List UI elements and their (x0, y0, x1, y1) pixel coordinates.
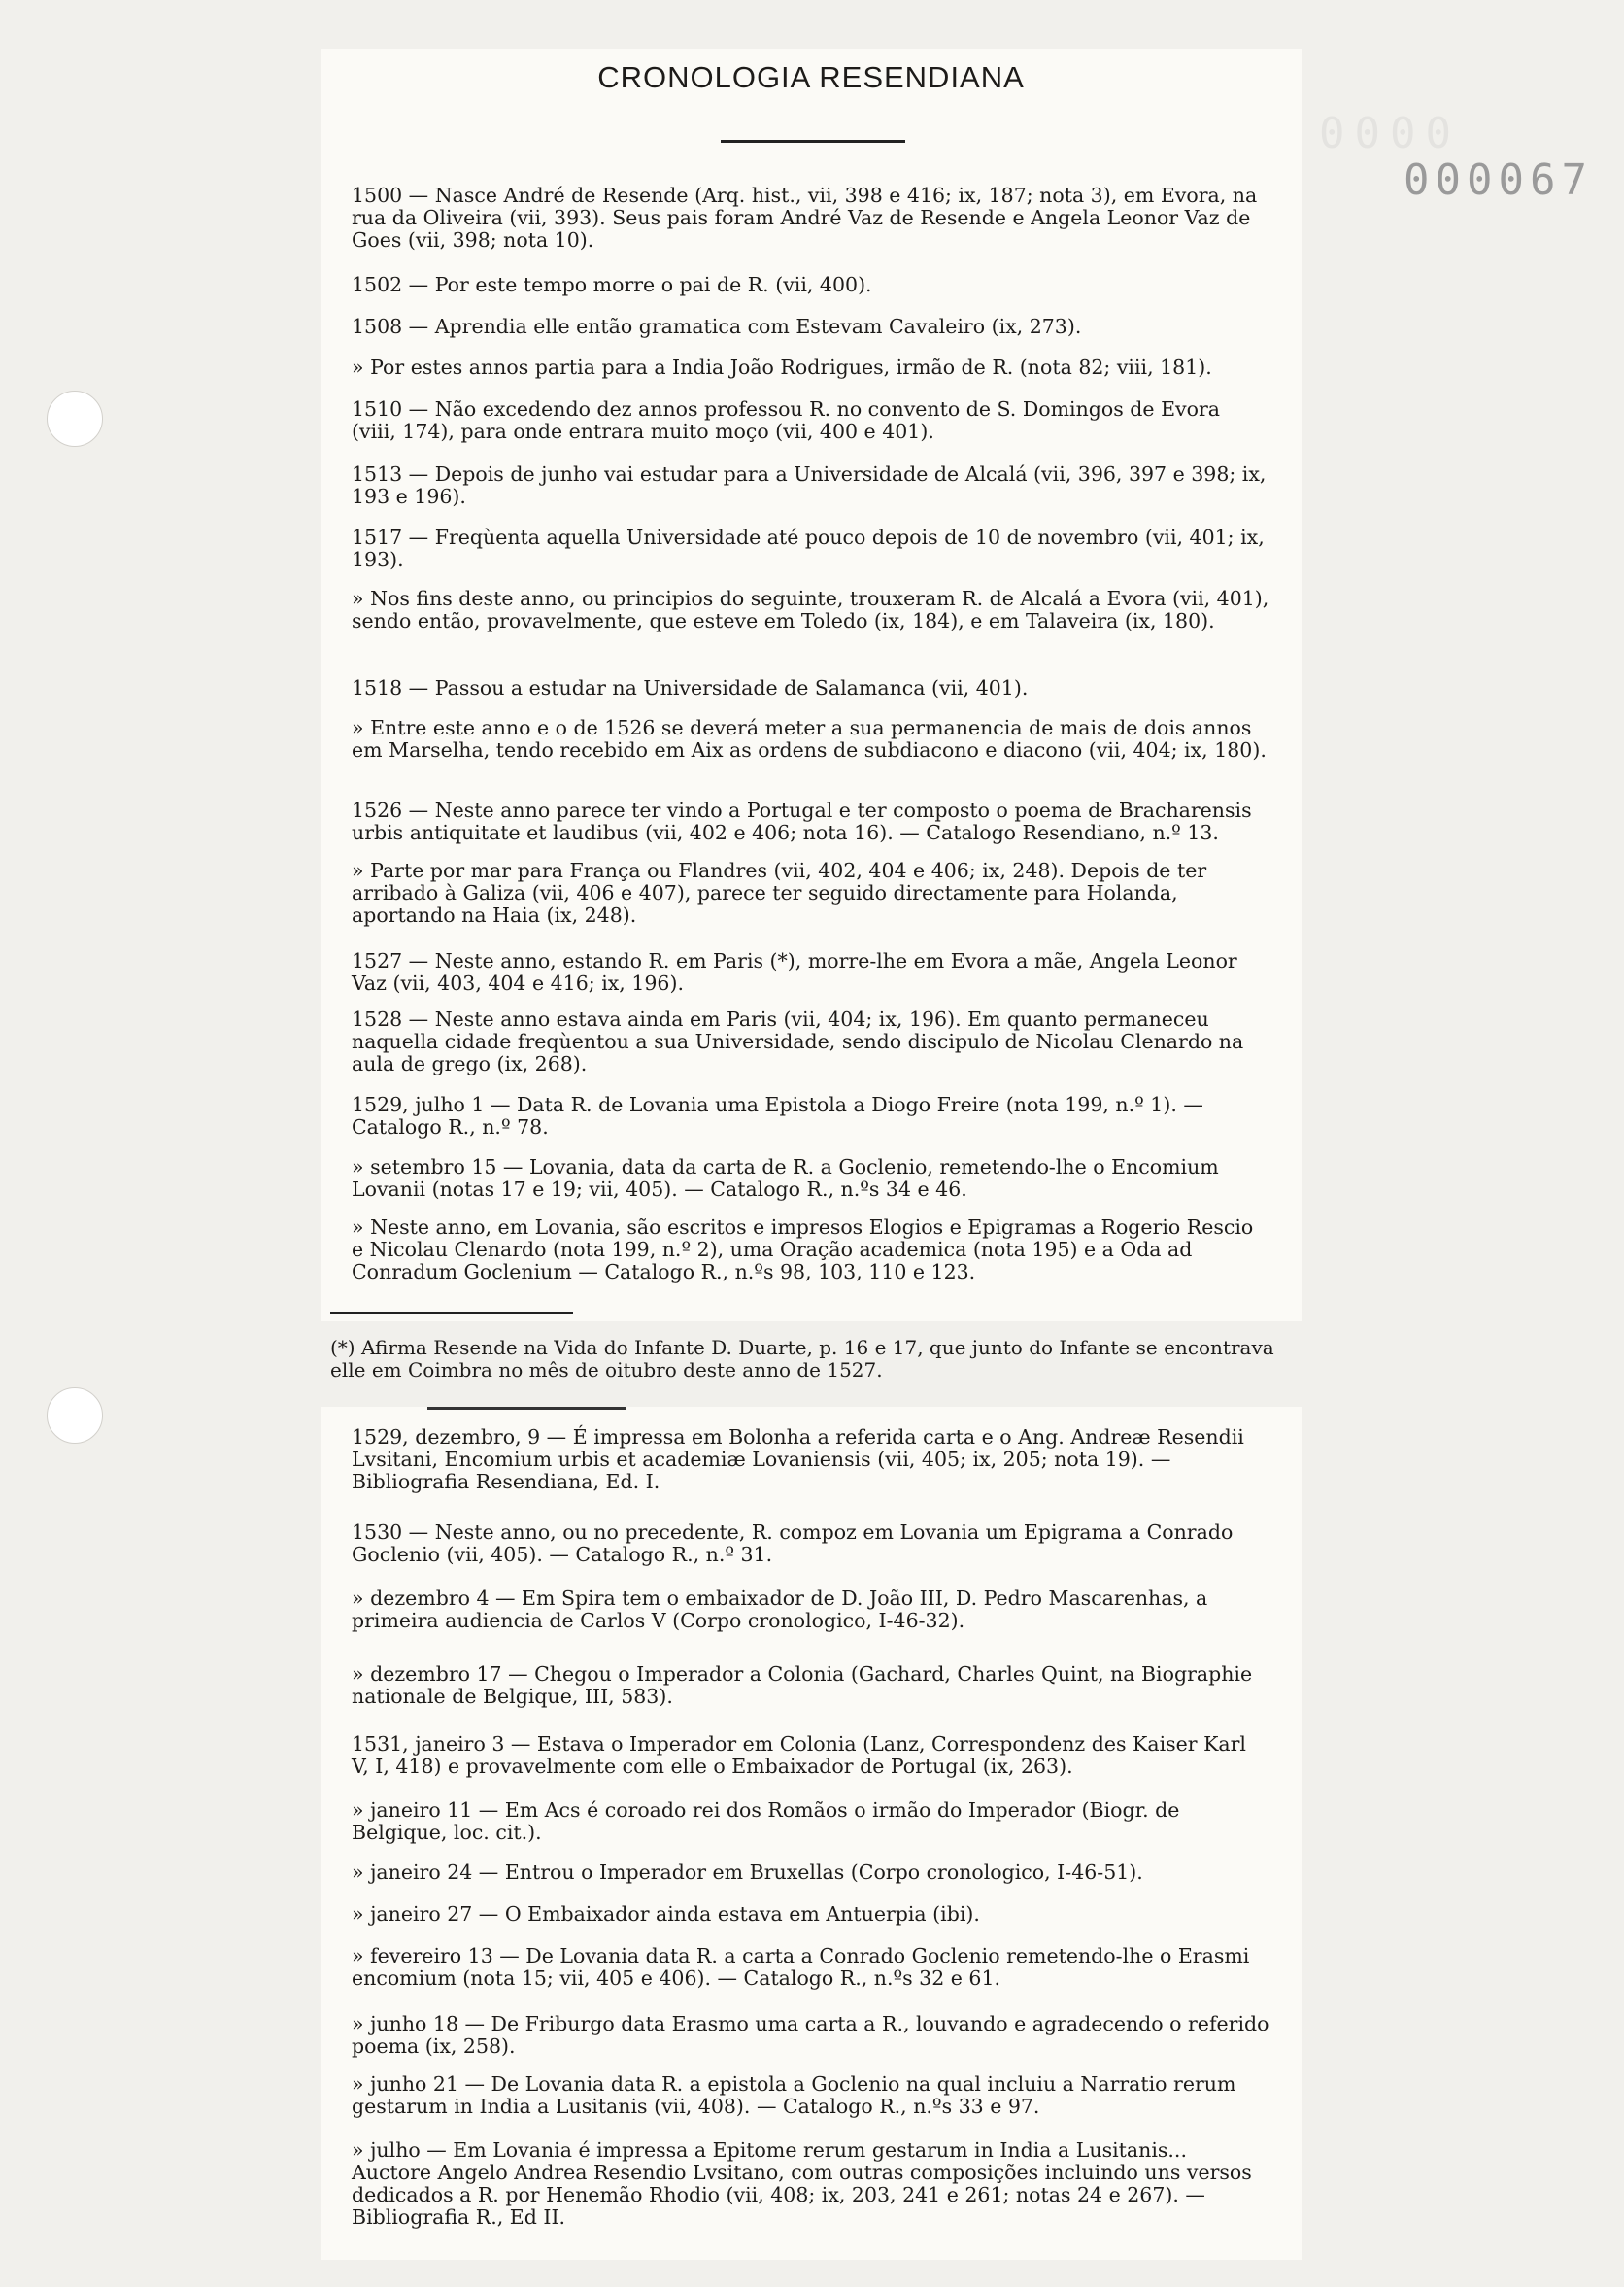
entry-1508: 1508 — Aprendia elle então gramatica com Estevam Cavaleiro (ix, 273). (352, 315, 1082, 338)
entry-1528: 1528 — Neste anno estava ainda em Paris (vii, 404; ix, 196). Em quanto permaneceu naquella cidade freqùentou a sua Universidade, sendo discipulo de Nicolau Clenardo na aula de grego (ix, 268). (352, 1007, 1244, 1075)
entry-1531-junho-18: » junho 18 — De Friburgo data Erasmo uma carta a R., louvando e agradecendo o referido poema (ix, 258). (352, 2012, 1269, 2058)
entry-1517-alcala: » Nos fins deste anno, ou principios do seguinte, trouxeram R. de Alcalá a Evora (vii, 401), sendo então, provavelmente, que esteve em Toledo (ix, 184), e em Talaveira (ix, 180). (352, 587, 1269, 632)
entry-1529-dezembro: 1529, dezembro, 9 — É impressa em Bolonha a referida carta e o Ang. Andreæ Resendii Lvsitani, Encomium urbis et academiæ Lovaniensis (vii, 405; ix, 205; nota 19). — Bibliografia Resendiana, Ed. I. (352, 1425, 1244, 1493)
entry-1529-julho: 1529, julho 1 — Data R. de Lovania uma Epistola a Diogo Freire (nota 199, n.º 1). — Catalogo R., n.º 78. (352, 1093, 1203, 1139)
entry-1529-setembro: » setembro 15 — Lovania, data da carta de R. a Goclenio, remetendo-lhe o Encomium Lovanii (notas 17 e 19; vii, 405). — Catalogo R., n.ºs 34 e 46. (352, 1155, 1219, 1201)
entry-1531-julho: » julho — Em Lovania é impressa a Epitome rerum gestarum in India a Lusitanis... Auctore Angelo Andrea Resendio Lvsitano, com outras composições incluindo uns versos dedicados a R. por Henemão Rhodio (vii, 408; ix, 203, 241 e 261; notas 24 e 267). — Bibliografia R., Ed II. (352, 2138, 1252, 2229)
entry-1510: 1510 — Não excedendo dez annos professou R. no convento de S. Domingos de Evora (viii, 174), para onde entrara muito moço (vii, 400 e 401). (352, 397, 1220, 443)
entry-1527: 1527 — Neste anno, estando R. em Paris (*), morre-lhe em Evora a mãe, Angela Leonor Vaz (vii, 403, 404 e 416; ix, 196). (352, 949, 1237, 995)
entry-1531-janeiro-27: » janeiro 27 — O Embaixador ainda estava em Antuerpia (ibi). (352, 1902, 980, 1926)
footnote-rule (330, 1312, 573, 1314)
entry-1531-fevereiro-13: » fevereiro 13 — De Lovania data R. a carta a Conrado Goclenio remetendo-lhe o Erasmi encomium (nota 15; vii, 405 e 406). — Catalogo R., n.ºs 32 e 61. (352, 1944, 1250, 1990)
archive-stamp-number: 000067 (1404, 155, 1593, 205)
entry-1531-janeiro-3: 1531, janeiro 3 — Estava o Imperador em Colonia (Lanz, Correspondenz des Kaiser Karl V, I, 418) e provavelmente com elle o Embaixador de Portugal (ix, 263). (352, 1732, 1246, 1778)
entry-1500: 1500 — Nasce André de Resende (Arq. hist., vii, 398 e 416; ix, 187; nota 3), em Evora, na rua da Oliveira (vii, 393). Seus pais foram André Vaz de Resende e Angela Leonor Vaz de Goes (vii, 398; nota 10). (352, 184, 1258, 252)
entry-1530-dezembro-4: » dezembro 4 — Em Spira tem o embaixador de D. João III, D. Pedro Mascarenhas, a primeira audiencia de Carlos V (Corpo cronologico, I-46-32). (352, 1587, 1208, 1632)
entry-1531-janeiro-11: » janeiro 11 — Em Acs é coroado rei dos Romãos o irmão do Imperador (Biogr. de Belgique, loc. cit.). (352, 1798, 1180, 1844)
entry-1513: 1513 — Depois de junho vai estudar para a Universidade de Alcalá (vii, 396, 397 e 398; ix, 193 e 196). (352, 462, 1267, 508)
punch-hole-bottom (47, 1387, 103, 1444)
punch-hole-top (47, 391, 103, 447)
faint-stamp-number: 0000 (1319, 109, 1461, 158)
entry-1530-dezembro-17: » dezembro 17 — Chegou o Imperador a Colonia (Gachard, Charles Quint, na Biographie nationale de Belgique, III, 583). (352, 1662, 1253, 1708)
entry-1529-lovania: » Neste anno, em Lovania, são escritos e impresos Elogios e Epigramas a Rogerio Rescio e Nicolau Clenardo (nota 199, n.º 2), uma Oração academica (nota 195) e a Oda ad Conradum Goclenium — Catalogo R., n.ºs 98, 103, 110 e 123. (352, 1215, 1254, 1283)
entry-1502: 1502 — Por este tempo morre o pai de R. (vii, 400). (352, 273, 872, 296)
footnote: (*) Afirma Resende na Vida do Infante D. Duarte, p. 16 e 17, que junto do Infante se encontrava elle em Coimbra no mês de oitubro deste anno de 1527. (330, 1336, 1274, 1382)
entry-1531-junho-21: » junho 21 — De Lovania data R. a epistola a Goclenio na qual incluiu a Narratio rerum gestarum in India a Lusitanis (vii, 408). — Catalogo R., n.ºs 33 e 97. (352, 2072, 1236, 2118)
entry-1526: 1526 — Neste anno parece ter vindo a Portugal e ter composto o poema de Bracharensis urbis antiquitate et laudibus (vii, 402 e 406; nota 16). — Catalogo Resendiano, n.º 13. (352, 799, 1252, 844)
entry-1530: 1530 — Neste anno, ou no precedente, R. compoz em Lovania um Epigrama a Conrado Goclenio (vii, 405). — Catalogo R., n.º 31. (352, 1520, 1234, 1566)
section-rule (427, 1407, 626, 1410)
entry-1518: 1518 — Passou a estudar na Universidade de Salamanca (vii, 401). (352, 676, 1029, 700)
entry-1518-marselha: » Entre este anno e o de 1526 se deverá meter a sua permanencia de mais de dois annos em Marselha, tendo recebido em Aix as ordens de subdiacono e diacono (vii, 404; ix, 180). (352, 716, 1267, 762)
title-rule (721, 140, 905, 143)
entry-1526-flandres: » Parte por mar para França ou Flandres (vii, 402, 404 e 406; ix, 248). Depois de ter arribado à Galiza (vii, 406 e 407), parece ter seguido directamente para Holanda, aportando na Haia (ix, 248). (352, 859, 1207, 927)
page-title: CRONOLOGIA RESENDIANA (597, 60, 1025, 94)
entry-1508-india: » Por estes annos partia para a India João Rodrigues, irmão de R. (nota 82; viii, 181). (352, 356, 1212, 379)
entry-1531-janeiro-24: » janeiro 24 — Entrou o Imperador em Bruxellas (Corpo cronologico, I-46-51). (352, 1860, 1143, 1884)
entry-1517: 1517 — Freqùenta aquella Universidade até pouco depois de 10 de novembro (vii, 401; ix, 193). (352, 526, 1265, 571)
